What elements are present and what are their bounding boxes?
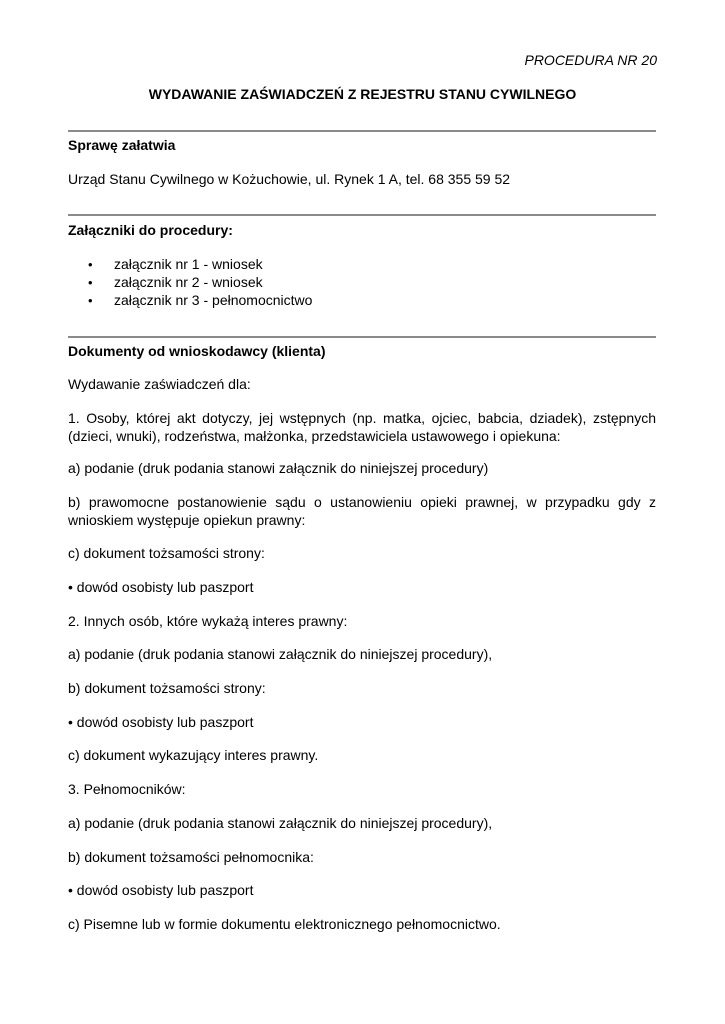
paragraph: b) dokument tożsamości strony: — [68, 680, 266, 696]
paragraph: c) dokument wykazujący interes prawny. — [68, 747, 319, 763]
paragraph: 1. Osoby, której akt dotyczy, jej wstępnych (np. matka, ojciec, babcia, dziadek), zstępnych (dzieci, wnuki), rodzeństwa, małżonka, przedstawiciela ustawowego i opiekuna: — [68, 410, 656, 444]
page-number-label: PROCEDURA NR 20 — [524, 52, 657, 68]
paragraph: a) podanie (druk podania stanowi załącznik do niniejszej procedury), — [68, 646, 493, 662]
paragraph: 3. Pełnomocników: — [68, 781, 186, 797]
paragraph: • dowód osobisty lub paszport — [68, 579, 254, 595]
section-divider — [68, 336, 656, 338]
paragraph: • dowód osobisty lub paszport — [68, 882, 254, 898]
bullet: • — [88, 293, 93, 308]
paragraph: • dowód osobisty lub paszport — [68, 714, 254, 730]
document-title: WYDAWANIE ZAŚWIADCZEŃ Z REJESTRU STANU CYWILNEGO — [148, 86, 577, 102]
attachments-list — [88, 255, 312, 309]
bullet: • — [88, 275, 93, 290]
paragraph: 2. Innych osób, które wykażą interes prawny: — [68, 613, 348, 629]
attachments-heading: Załączniki do procedury: — [68, 222, 233, 238]
paragraph: b) dokument tożsamości pełnomocnika: — [68, 849, 314, 865]
office-heading: Sprawę załatwia — [68, 137, 176, 153]
section-divider — [68, 130, 656, 132]
list-item — [88, 273, 312, 291]
office-text: Urząd Stanu Cywilnego w Kożuchowie, ul. Rynek 1 A, tel. 68 355 59 52 — [68, 171, 511, 187]
paragraph: Wydawanie zaświadczeń dla: — [68, 376, 251, 392]
paragraph: c) dokument tożsamości strony: — [68, 545, 265, 561]
list-item — [88, 291, 312, 309]
section-divider — [68, 214, 656, 216]
documents-heading: Dokumenty od wnioskodawcy (klienta) — [68, 343, 326, 359]
paragraph: c) Pisemne lub w formie dokumentu elektronicznego pełnomocnictwo. — [68, 916, 501, 932]
attachment-label: załącznik nr 2 - wniosek — [114, 274, 263, 290]
paragraph: b) prawomocne postanowienie sądu o ustanowieniu opieki prawnej, w przypadku gdy z wnioskiem występuje opiekun prawny: — [68, 494, 656, 528]
bullet: • — [88, 257, 93, 272]
attachment-label: załącznik nr 1 - wniosek — [114, 256, 263, 272]
list-item — [88, 255, 312, 273]
paragraph: a) podanie (druk podania stanowi załącznik do niniejszej procedury), — [68, 815, 493, 831]
attachment-label: załącznik nr 3 - pełnomocnictwo — [114, 292, 313, 308]
paragraph: a) podanie (druk podania stanowi załącznik do niniejszej procedury) — [68, 460, 489, 476]
